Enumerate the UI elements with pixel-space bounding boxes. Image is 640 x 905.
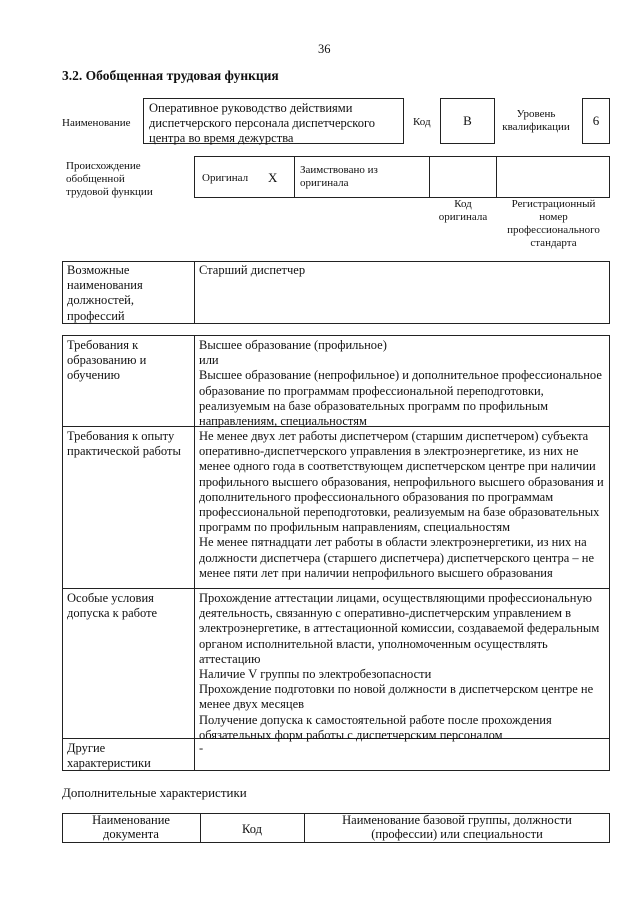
code-label: Код	[413, 116, 431, 128]
original-label: Оригинал	[202, 172, 249, 184]
additional-header-code: Код	[242, 822, 262, 836]
req-experience-line: Не менее пятнадцати лет работы в области электроэнергетики, из них на должности диспетчера (старшего диспетчера) диспетчерского центра – не менее пяти лет при наличии непрофильного высшего образования	[199, 535, 595, 580]
level-label: Уровень квалификации	[502, 108, 570, 133]
req-education-value	[194, 336, 610, 431]
additional-title: Дополнительные характеристики	[62, 785, 247, 800]
req-conditions-value	[194, 589, 610, 745]
name-label: Наименование	[62, 117, 131, 129]
req-conditions-line: Наличие V группы по электробезопасности	[199, 667, 432, 682]
additional-header-doc: Наименование документа	[92, 813, 170, 841]
req-education-label: Требования к образованию и обучению	[67, 338, 147, 383]
function-name-value: Оперативное руководство действиями диспетчерского персонала диспетчерского центра во время дежурства	[149, 101, 376, 145]
req-conditions-line: Прохождение подготовки по новой должности в диспетчерском центре не менее двух месяцев	[199, 682, 594, 712]
req-conditions-line: Прохождение аттестации лицами, осуществляющими профессиональную деятельность, связанную с оперативно-диспетчерским управлением в электроэнергетике, в аттестационной комиссии, создаваемой федеральным органом исполнительной власти, уполномоченным осуществлять аттестацию	[199, 591, 600, 666]
req-experience-value	[194, 427, 610, 583]
function-name-box	[143, 98, 404, 144]
code-original-caption: Код оригинала	[438, 198, 488, 223]
positions-value: Старший диспетчер	[199, 263, 306, 277]
req-experience-label: Требования к опыту практической работы	[67, 429, 181, 459]
req-conditions-label: Особые условия допуска к работе	[67, 591, 158, 621]
req-education-line: или	[199, 353, 219, 368]
page-number: 36	[318, 42, 331, 56]
section-title: 3.2. Обобщенная трудовая функция	[62, 68, 279, 83]
req-experience-line: Не менее двух лет работы диспетчером (старшим диспетчером) субъекта оперативно-диспетчерского управления в электроэнергетике, из них не менее одного года в соответствующем диспетчерском центре при наличии профильного высшего образования, непрофильного высшего образования и дополнительного профессионального образования по программам профессиональной переподготовки, реализуемым на базе образовательных программ по профильным направлениям, специальностям	[199, 429, 604, 535]
req-other-value: -	[199, 741, 204, 755]
req-other-label: Другие характеристики	[67, 741, 151, 771]
req-education-line: Высшее образование (профильное)	[199, 338, 387, 352]
positions-label: Возможные наименования должностей, профессий	[67, 263, 143, 323]
additional-header-group: Наименование базовой группы, должности (профессии) или специальности	[342, 813, 572, 841]
code-value: B	[463, 113, 472, 128]
level-value: 6	[592, 113, 600, 128]
code-box	[440, 98, 495, 144]
reg-number-caption: Регистрационный номер профессионального стандарта	[507, 198, 600, 249]
original-mark: X	[268, 170, 278, 185]
req-education-line: Высшее образование (непрофильное) и дополнительное профессиональное образование по программам профессиональной переподготовки, реализуемым на базе образовательных программ по профильным направлениям, специальностям	[199, 368, 602, 429]
borrowed-label: Заимствовано из оригинала	[300, 164, 378, 189]
req-conditions-line: Получение допуска к самостоятельной работе после прохождения обязательных форм работы с диспетчерским персоналом	[199, 712, 552, 742]
level-box	[582, 98, 610, 144]
origin-label: Происхождение обобщенной трудовой функции	[66, 160, 153, 198]
